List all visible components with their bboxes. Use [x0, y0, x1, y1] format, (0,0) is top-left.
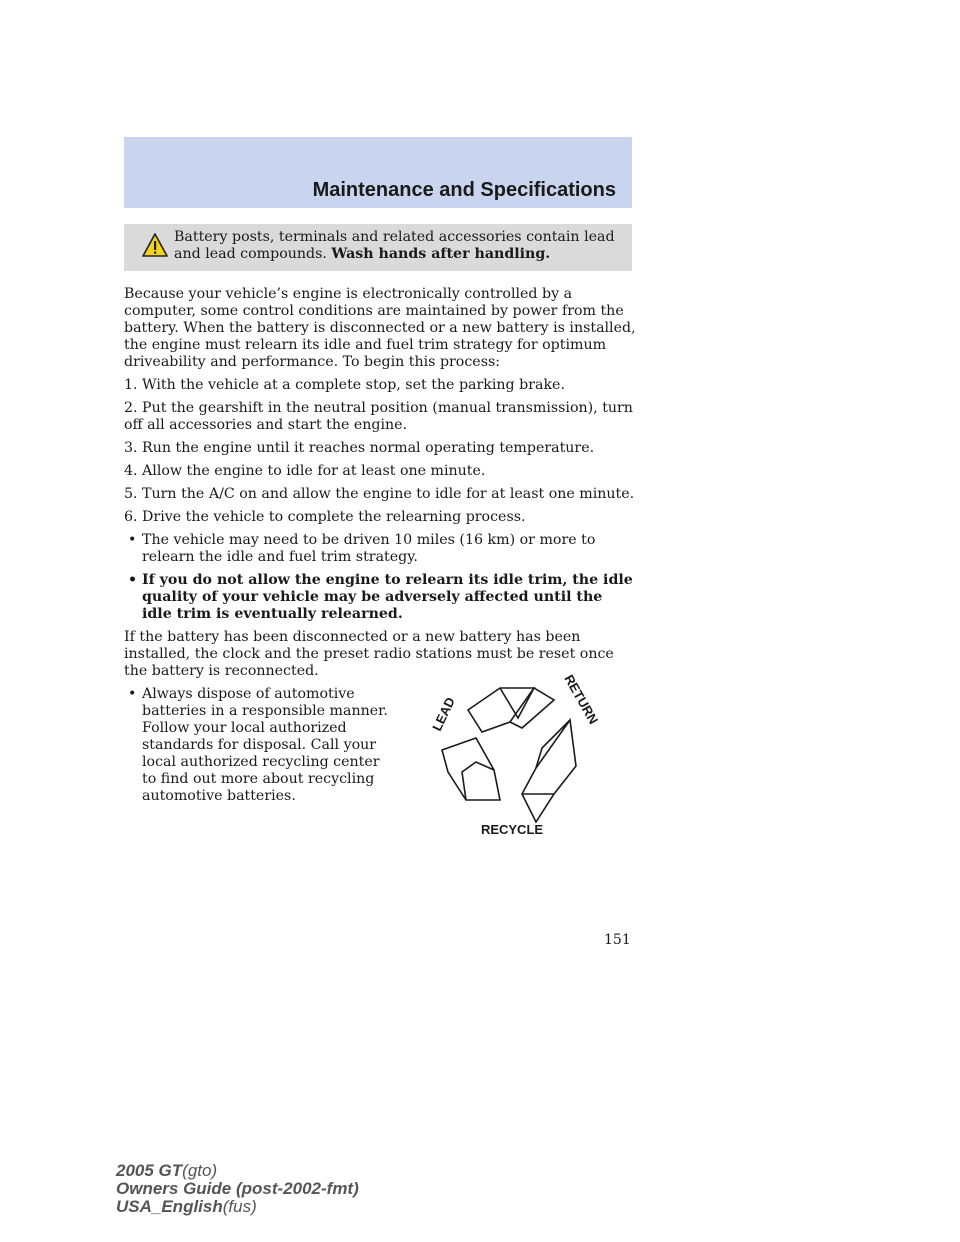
bullet-item-bold: [124, 572, 636, 623]
warning-bold: Wash hands after handling.: [331, 246, 551, 262]
intro-paragraph: Because your vehicle’s engine is electronically controlled by a computer, some control conditions are maintained by power from the battery. When the battery is disconnected or a new battery is installed, the engine must relearn its idle and fuel trim strategy for optimum driveability and performance. To begin this process:: [124, 286, 636, 370]
step-1: 1. With the vehicle at a complete stop, set the parking brake.: [124, 377, 565, 393]
step-2: 2. Put the gearshift in the neutral position (manual transmission), turn off all accessories and start the engine.: [124, 400, 633, 433]
section-header: [124, 137, 632, 208]
label-recycle: RECYCLE: [480, 822, 544, 837]
warning-box: [124, 224, 632, 271]
footer-guide: Owners Guide (post-2002-fmt): [116, 1179, 359, 1198]
bullet-text: If you do not allow the engine to relearn its idle trim, the idle quality of your vehicle may be adversely affected until the idle trim is eventually relearned.: [142, 572, 633, 622]
page-number: 151: [604, 932, 631, 948]
bullet-dot: •: [128, 686, 137, 702]
warning-plain: Battery posts, terminals and related accessories contain lead and lead compounds.: [174, 229, 615, 262]
footer-language-code: (fus): [222, 1197, 257, 1216]
step-3: 3. Run the engine until it reaches normal operating temperature.: [124, 440, 595, 456]
step-4: 4. Allow the engine to idle for at least one minute.: [124, 463, 486, 479]
footer-language: USA_English: [116, 1197, 223, 1216]
reset-paragraph: If the battery has been disconnected or a new battery has been installed, the clock and the preset radio stations must be reset once the battery is reconnected.: [124, 629, 614, 679]
footer-model: 2005 GT: [116, 1161, 183, 1180]
footer-line-1: [116, 1162, 359, 1180]
step-5: 5. Turn the A/C on and allow the engine to idle for at least one minute.: [124, 486, 635, 502]
dispose-bullet: [124, 686, 390, 805]
footer-line-3: [116, 1198, 359, 1216]
bullet-text: Always dispose of automotive batteries in a responsible manner. Follow your local authorized standards for disposal. Call your local authorized recycling center to find out more about recycling automotive batteries.: [142, 686, 388, 804]
footer-line-2: [116, 1180, 359, 1198]
warning-text: [174, 229, 624, 263]
document-footer: [116, 1162, 359, 1216]
label-return: [561, 672, 601, 727]
bullet-dot: •: [128, 532, 137, 548]
bullet-dot: •: [128, 572, 138, 588]
bullet-text: The vehicle may need to be driven 10 miles (16 km) or more to relearn the idle and fuel trim strategy.: [142, 532, 596, 565]
warning-icon: [142, 232, 168, 258]
label-return-path: RETURN: [561, 672, 602, 727]
section-title: Maintenance and Specifications: [312, 179, 616, 201]
recycle-symbol: [418, 670, 618, 842]
bullet-item: [124, 532, 636, 566]
step-6: 6. Drive the vehicle to complete the relearning process.: [124, 509, 526, 525]
footer-model-code: (gto): [182, 1161, 218, 1180]
label-lead-path: LEAD: [429, 694, 458, 734]
label-lead: [429, 695, 458, 733]
